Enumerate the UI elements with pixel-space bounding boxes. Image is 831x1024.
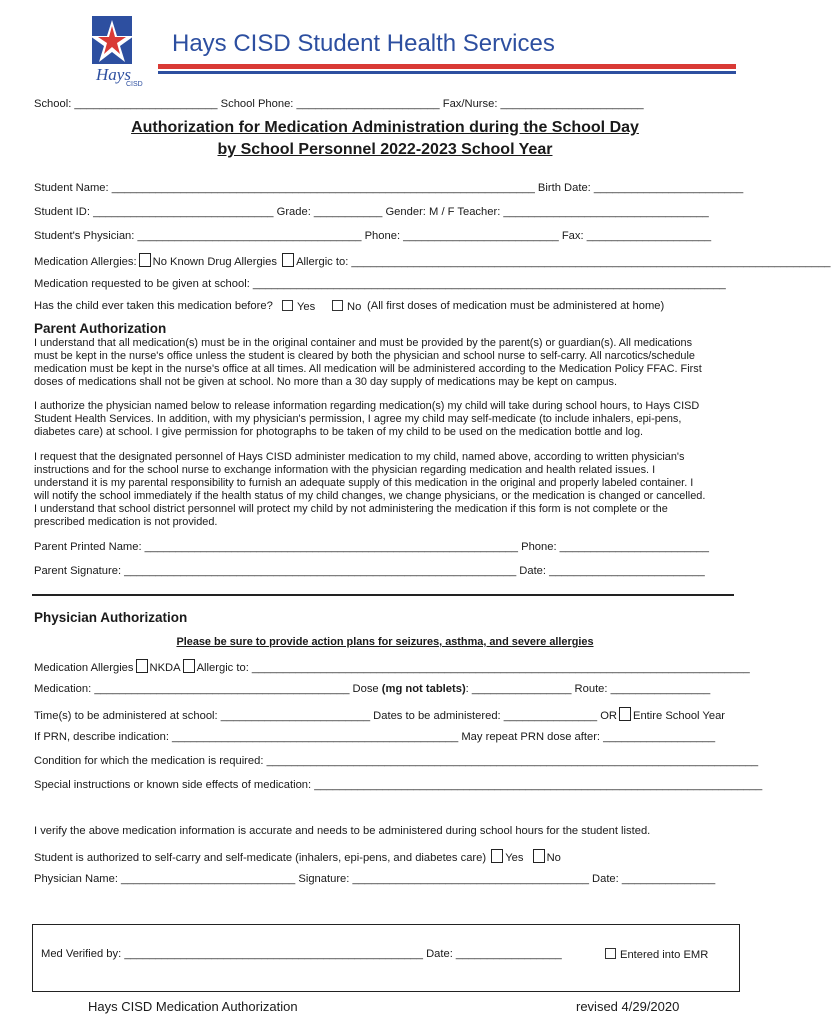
entered-emr-option[interactable] [605,948,708,961]
paragraph-line: prescribed medication is not provided. [34,516,218,528]
entire-year-label: Entire School Year [632,710,726,722]
physician-allergies-row [34,659,750,674]
med-verification-box [32,924,740,992]
medication-dose-route-row[interactable] [34,683,710,695]
parent-signature-row[interactable]: Parent Signature: _______________________________________________________________ Date: _________________________ [34,565,705,577]
paragraph-line: I understand that all medication(s) must be in the original container and must be provided by the parent(s) or guardian(s). All medications [34,337,693,349]
nkda-checkbox[interactable] [136,659,148,673]
no-known-allergies-label: No Known Drug Allergies [152,256,277,268]
nkda-label: NKDA [149,662,181,674]
parent-paragraph-3 [34,451,740,529]
no-checkbox[interactable] [332,300,343,311]
parent-printed-name-row[interactable]: Parent Printed Name: ____________________________________________________________ Phone: ________________________ [34,541,710,553]
entered-emr-checkbox[interactable] [605,948,616,959]
self-carry-yes-checkbox[interactable] [491,849,503,863]
dose-unit-note: (mg not tablets) [381,683,466,695]
yes-checkbox[interactable] [282,300,293,311]
prn-row[interactable]: If PRN, describe indication: ______________________________________________ May repeat PRN dose after: __________________ [34,731,716,743]
paragraph-line: will notify the school immediately if the health status of my child changes, we change physicians, or the medication is changed or cancelled. [34,490,706,502]
paragraph-line: I authorize the physician named below to release information regarding medication(s) my child will take during school hours, to Hays CISD [34,400,700,412]
medication-requested-row[interactable]: Medication requested to be given at school: ____________________________________________________________________________ [34,278,726,290]
medication-field[interactable]: Medication: _________________________________________ Dose [34,683,382,695]
no-known-allergies-checkbox[interactable] [139,253,151,267]
header-rule-red [158,64,736,69]
taken-before-yes[interactable] [282,300,315,313]
physician-authorization-heading: Physician Authorization [34,610,188,625]
medication-allergies-row [34,253,831,268]
action-plans-note: Please be sure to provide action plans for seizures, asthma, and severe allergies [176,636,594,648]
form-title-line1: Authorization for Medication Administration during the School Day [131,119,639,136]
physician-allergic-to-field[interactable]: Allergic to: ________________________________________________________________________________ [196,662,750,674]
self-carry-label: Student is authorized to self-carry and self-medicate (inhalers, epi-pens, and diabetes care) [34,852,487,864]
special-instructions-row[interactable]: Special instructions or known side effects of medication: ________________________________________________________________________ [34,779,763,791]
no-label: No [347,301,362,313]
medication-allergies-label: Medication Allergies: [34,256,137,268]
header-rule-blue [158,71,736,74]
allergic-to-checkbox[interactable] [282,253,294,267]
paragraph-line: must be kept in the nurse's office unless the student is cleared by both the physician and school nurse to self-carry. All narcotics/schedule [34,350,695,362]
condition-row[interactable]: Condition for which the medication is required: _______________________________________________________________________________ [34,755,759,767]
hays-cisd-logo [90,14,143,92]
paragraph-line: doses of medications shall not be given at school. No more than a 30 day supply of medications may be kept on campus. [34,376,617,388]
self-carry-no-checkbox[interactable] [533,849,545,863]
med-verified-row[interactable]: Med Verified by: ________________________________________________ Date: _________________ [41,948,562,960]
self-carry-row [34,849,561,864]
entered-emr-label: Entered into EMR [620,949,709,961]
administration-times-row [34,707,725,722]
paragraph-line: medication must be kept in the nurse's office at all times. All medication will be administered according to the Medication Policy FFAC. First [34,363,702,375]
entire-year-checkbox[interactable] [619,707,631,721]
medication-allergies-label: Medication Allergies [34,662,134,674]
self-carry-yes-label: Yes [505,852,524,864]
times-dates-field[interactable]: Time(s) to be administered at school: ________________________ Dates to be administered: _______________ OR [34,710,617,722]
allergic-to-field[interactable]: Allergic to: _____________________________________________________________________________ [296,256,831,268]
taken-before-no[interactable] [332,300,361,313]
form-title-line2: by School Personnel 2022-2023 School Year [217,141,553,158]
paragraph-line: diabetes care) at school. I give permission for photographs to be taken of my child to be used on the medication bottle and log. [34,426,644,438]
physician-signature-row[interactable]: Physician Name: ____________________________ Signature: ______________________________________ Date: _______________ [34,873,716,885]
student-physician-row[interactable]: Student's Physician: ____________________________________ Phone: _________________________ Fax: ____________________ [34,230,712,242]
svg-text:CISD: CISD [126,81,143,88]
footer-form-name: Hays CISD Medication Authorization [88,999,298,1014]
self-carry-no-label: No [546,852,561,864]
paragraph-line: instructions and for the school nurse to exchange information with the physician regarding medication and health related issues. I [34,464,656,476]
parent-paragraph-1 [34,337,740,389]
student-id-row[interactable]: Student ID: _____________________________ Grade: ___________ Gender: M / F Teacher: _________________________________ [34,206,709,218]
dose-route-field[interactable]: : ________________ Route: ________________ [465,683,711,695]
footer-revision-date: revised 4/29/2020 [576,999,680,1014]
page-title: Hays CISD Student Health Services [172,30,555,57]
parent-authorization-heading: Parent Authorization [34,321,167,336]
taken-before-question: Has the child ever taken this medication before? [34,300,273,312]
physician-allergic-to-checkbox[interactable] [183,659,195,673]
paragraph-line: I request that the designated personnel of Hays CISD administer medication to my child, named above, according to written physician's [34,451,685,463]
school-info-row[interactable]: School: _______________________ School Phone: _______________________ Fax/Nurse: _______________________ [34,98,644,110]
parent-paragraph-2 [34,400,740,439]
paragraph-line: I understand that school district personnel will protect my child by not administering the medication if this form is not complete or the [34,503,668,515]
section-divider [32,594,734,596]
student-name-row[interactable]: Student Name: ____________________________________________________________________ Birth Date: ________________________ [34,182,744,194]
yes-label: Yes [297,301,316,313]
paragraph-line: understand it is my parental responsibility to furnish an adequate supply of this medication in the original and properly labeled container. I [34,477,694,489]
paragraph-line: Student Health Services. In addition, with my physician's permission, I agree my child may self-medicate (to include inhalers, epi-pens, [34,413,682,425]
verification-statement: I verify the above medication information is accurate and needs to be administered during school hours for the student listed. [34,825,651,837]
svg-text:Hays: Hays [96,65,131,84]
first-dose-note: (All first doses of medication must be administered at home) [367,300,665,312]
